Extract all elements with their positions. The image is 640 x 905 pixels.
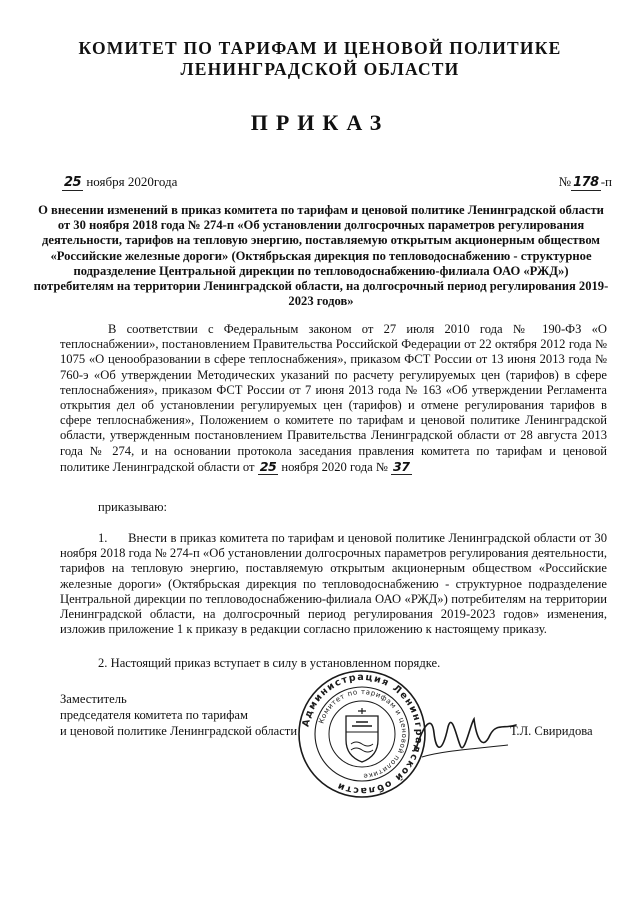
order-item-2: 2. Настоящий приказ вступает в силу в установленном порядке. (98, 656, 441, 670)
svg-text:Комитет по тарифам и ценовой п (317, 688, 408, 780)
preamble-paragraph (60, 322, 607, 475)
signatory-position (60, 691, 297, 739)
handwritten-signature (412, 705, 522, 765)
seal-outer-text: Администрация Ленинградской области (300, 671, 425, 797)
number-suffix: -п (600, 174, 612, 189)
document-number (559, 174, 612, 190)
signatory-line-3: и ценовой политике Ленинградской области (60, 724, 298, 738)
order-item-1: 1. Внести в приказ комитета по тарифам и ценовой политике Ленинградской области от 30 ноября 2018 года № 274-п «Об установлении долгосрочных параметров регулирования деятельности, тарифов на тепловую энергию, поставляемую открытым акционерным обществом «Российские железные дороги» (Октябрьская дирекция по тепловодоснабжению - структурное подразделение Центральной дирекции по тепловодоснабжению-филиала ОАО «РЖД») потребителям на территории Ленинградской области, на долгосрочный период регулирования 2019-2023 годов» изменения, изложив приложение 1 к приказу в редакции согласно приложению к настоящему приказу. (60, 531, 611, 637)
document-type-title: ПРИКАЗ (250, 110, 390, 135)
coat-of-arms-icon (346, 708, 378, 762)
issuer-header (40, 38, 600, 80)
issuer-line-1: КОМИТЕТ ПО ТАРИФАМ И ЦЕНОВОЙ ПОЛИТИКЕ (78, 38, 562, 58)
document-date (62, 174, 177, 190)
preamble-text: В соответствии с Федеральным законом от 27 июля 2010 года № 190-ФЗ «О теплоснабжении», постановлением Правительства Российской Федерации от 22 октября 2012 года № 1075 «О ценообразовании в сфере теплоснабжения», приказом ФСТ России от 13 июня 2013 года № 760-э «Об утверждении Методических указаний по расчету регулируемых цен (тарифов) в сфере теплоснабжения», приказом ФСТ России от 7 июня 2013 года № 163 «Об утверждении Регламента открытия дел об установлении регулируемых цен (тарифов) и отмене регулирования тарифов в сфере теплоснабжения», Положением о комитете по тарифам и ценовой политике Ленинградской области, утвержденным постановлением Правительства Ленинградской области от 28 августа 2013 года № 274, и на основании протокола заседания правления комитета по тарифам и ценовой политике Ленинградской области от (60, 322, 607, 474)
date-day-handwritten: 25 (64, 175, 82, 190)
seal-inner-text: Комитет по тарифам и ценовой политике (317, 687, 409, 781)
preamble-after-day: ноября 2020 года № (278, 459, 392, 474)
issuer-line-2: ЛЕНИНГРАДСКОЙ ОБЛАСТИ (180, 59, 460, 79)
number-prefix: № (558, 174, 572, 189)
protocol-number-handwritten: 37 (393, 458, 410, 474)
order-word: приказываю: (98, 500, 168, 514)
protocol-day-handwritten: 25 (259, 458, 277, 474)
number-handwritten: 178 (573, 175, 599, 190)
official-seal (296, 668, 428, 800)
date-rest: ноября 2020года (83, 174, 178, 189)
signatory-name: Т.Л. Свиридова (510, 724, 593, 738)
signatory-line-1: Заместитель (60, 692, 127, 706)
document-subject: О внесении изменений в приказ комитета по тарифам и ценовой политике Ленинградской области от 30 ноября 2018 года № 274-п «Об установлении долгосрочных параметров регулирования деятельности, тарифов на тепловую энергию, поставляемую открытым акционерным обществом «Российские железные дороги» (Октябрьская дирекция по тепловодоснабжению - структурное подразделение Центральной дирекции по тепловодоснабжению-филиала ОАО «РЖД») потребителям на территории Ленинградской области, на долгосрочный период регулирования 2019-2023 годов» (33, 203, 609, 309)
signatory-line-2: председателя комитета по тарифам (60, 708, 248, 722)
